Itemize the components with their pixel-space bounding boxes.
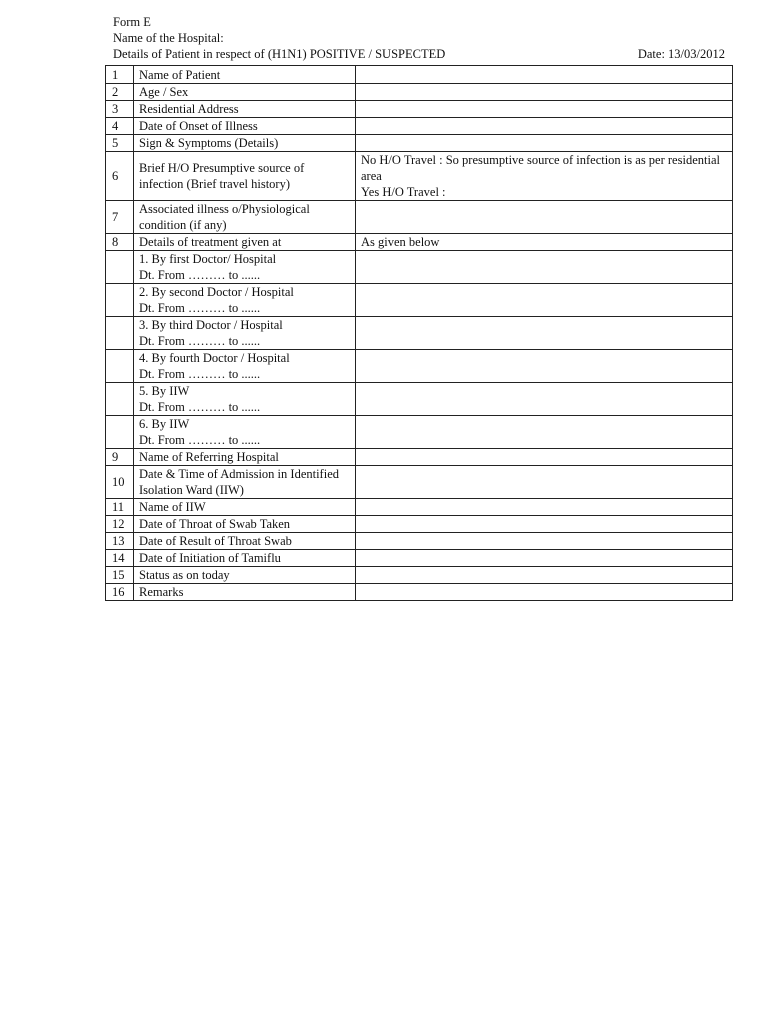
- table-row: [106, 234, 733, 251]
- row-value[interactable]: No H/O Travel : So presumptive source of infection is as per residential area Yes H/O Travel :: [356, 152, 733, 201]
- row-number: [106, 383, 134, 416]
- row-number: 4: [106, 118, 134, 135]
- row-label: Name of Referring Hospital: [134, 449, 356, 466]
- table-row: [106, 466, 733, 499]
- table-row: [106, 152, 733, 201]
- row-label: Date of Initiation of Tamiflu: [134, 550, 356, 567]
- row-label: Status as on today: [134, 567, 356, 584]
- table-row: [106, 499, 733, 516]
- table-row: [106, 516, 733, 533]
- form-header: [113, 14, 733, 62]
- row-value[interactable]: [356, 567, 733, 584]
- form-date: Date: 13/03/2012: [637, 47, 725, 61]
- table-row: [106, 584, 733, 601]
- row-value[interactable]: [356, 251, 733, 284]
- row-value[interactable]: [356, 550, 733, 567]
- row-label: Date & Time of Admission in Identified Isolation Ward (IIW): [134, 466, 356, 499]
- row-label: 6. By IIW Dt. From ……… to ......: [134, 416, 356, 449]
- row-value[interactable]: [356, 201, 733, 234]
- row-number: 5: [106, 135, 134, 152]
- details-line: [113, 46, 733, 62]
- row-value[interactable]: [356, 118, 733, 135]
- table-row: [106, 66, 733, 84]
- table-row: [106, 135, 733, 152]
- row-number: [106, 416, 134, 449]
- row-label: 3. By third Doctor / Hospital Dt. From ……… to ......: [134, 317, 356, 350]
- table-row: [106, 284, 733, 317]
- row-label: Age / Sex: [134, 84, 356, 101]
- row-value[interactable]: [356, 101, 733, 118]
- row-value[interactable]: [356, 533, 733, 550]
- table-row: [106, 317, 733, 350]
- row-value[interactable]: [356, 383, 733, 416]
- row-number: 2: [106, 84, 134, 101]
- row-number: 16: [106, 584, 134, 601]
- table-row: [106, 533, 733, 550]
- table-row: [106, 84, 733, 101]
- table-row: [106, 383, 733, 416]
- row-label: 1. By first Doctor/ Hospital Dt. From ……… to ......: [134, 251, 356, 284]
- row-value[interactable]: As given below: [356, 234, 733, 251]
- row-number: 8: [106, 234, 134, 251]
- row-value[interactable]: [356, 516, 733, 533]
- row-label: Brief H/O Presumptive source of infection (Brief travel history): [134, 152, 356, 201]
- row-value[interactable]: [356, 66, 733, 84]
- row-label: Date of Throat of Swab Taken: [134, 516, 356, 533]
- row-label: Date of Result of Throat Swab: [134, 533, 356, 550]
- row-value[interactable]: [356, 284, 733, 317]
- row-number: 7: [106, 201, 134, 234]
- row-label: 4. By fourth Doctor / Hospital Dt. From ……… to ......: [134, 350, 356, 383]
- row-label: Residential Address: [134, 101, 356, 118]
- patient-details-table: [105, 65, 733, 601]
- row-value[interactable]: [356, 135, 733, 152]
- row-label: Sign & Symptoms (Details): [134, 135, 356, 152]
- row-number: [106, 251, 134, 284]
- row-label: 2. By second Doctor / Hospital Dt. From ……… to ......: [134, 284, 356, 317]
- table-row: [106, 449, 733, 466]
- row-label: Details of treatment given at: [134, 234, 356, 251]
- row-number: 15: [106, 567, 134, 584]
- row-number: 3: [106, 101, 134, 118]
- row-label: Name of IIW: [134, 499, 356, 516]
- details-label: Details of Patient in respect of (H1N1) POSITIVE / SUSPECTED: [113, 47, 446, 61]
- row-value[interactable]: [356, 499, 733, 516]
- hospital-name-label: Name of the Hospital:: [113, 31, 224, 45]
- row-label: Associated illness o/Physiological condition (if any): [134, 201, 356, 234]
- row-value[interactable]: [356, 584, 733, 601]
- row-value[interactable]: [356, 317, 733, 350]
- table-row: [106, 251, 733, 284]
- row-value[interactable]: [356, 466, 733, 499]
- table-row: [106, 118, 733, 135]
- table-row: [106, 201, 733, 234]
- row-value[interactable]: [356, 84, 733, 101]
- row-label: Remarks: [134, 584, 356, 601]
- row-label: Date of Onset of Illness: [134, 118, 356, 135]
- row-number: [106, 284, 134, 317]
- table-row: [106, 416, 733, 449]
- row-number: 9: [106, 449, 134, 466]
- form-title: Form E: [113, 15, 151, 29]
- row-number: 1: [106, 66, 134, 84]
- row-value[interactable]: [356, 416, 733, 449]
- row-number: [106, 350, 134, 383]
- row-label: 5. By IIW Dt. From ……… to ......: [134, 383, 356, 416]
- table-row: [106, 101, 733, 118]
- row-number: 11: [106, 499, 134, 516]
- row-value[interactable]: [356, 350, 733, 383]
- row-number: 13: [106, 533, 134, 550]
- row-number: 12: [106, 516, 134, 533]
- row-number: [106, 317, 134, 350]
- row-label: Name of Patient: [134, 66, 356, 84]
- table-row: [106, 567, 733, 584]
- row-number: 6: [106, 152, 134, 201]
- row-value[interactable]: [356, 449, 733, 466]
- table-row: [106, 350, 733, 383]
- row-number: 10: [106, 466, 134, 499]
- row-number: 14: [106, 550, 134, 567]
- table-row: [106, 550, 733, 567]
